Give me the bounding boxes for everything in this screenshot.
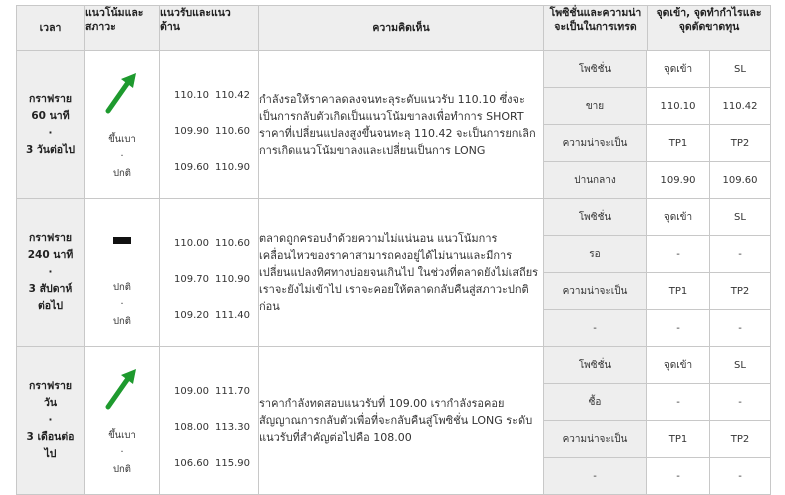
support-resistance-cell	[160, 51, 259, 199]
arrow-up-right-icon	[105, 71, 139, 115]
sr-pair	[160, 237, 258, 251]
grid-cell: -	[710, 384, 771, 421]
timeframe-horizon: ต่อไป	[37, 300, 64, 312]
grid-cell: -	[544, 310, 647, 347]
grid-cell: -	[710, 236, 771, 273]
arrow-up-right-icon	[105, 367, 139, 411]
grid-cell: -	[544, 458, 647, 495]
header-trend-line2: สภาวะ	[85, 21, 116, 33]
resistance-level: 111.40	[215, 309, 250, 321]
sr-pair	[160, 385, 258, 399]
flat-dash-icon	[105, 219, 139, 263]
trend-strength: ขึ้นเบา	[108, 430, 136, 441]
sr-pair	[160, 273, 258, 287]
grid-cell: โพซิชั่น	[544, 347, 647, 384]
resistance-level: 110.42	[215, 89, 250, 101]
support-level: 109.00	[174, 385, 209, 397]
comment-cell: กำลังรอให้ราคาลดลงจนทะลุระดับแนวรับ 110.10 ซึ่งจะเป็นการกลับตัวเกิดเป็นแนวโน้มขาลงเพื่อทำการ SHORT ราคาที่เปลี่ยนแปลงสูงขึ้นจนทะลุ 110.42 จะเป็นการยกเลิกการเกิดแนวโน้มขาลงและเปลี่ยนเป็นการ LONG	[259, 51, 544, 199]
timeframe-label: กราฟราย	[28, 380, 72, 392]
support-level: 109.90	[174, 125, 209, 137]
trend-strength: ขึ้นเบา	[108, 134, 136, 145]
grid-cell: TP1	[647, 421, 710, 458]
support-resistance-cell	[160, 199, 259, 347]
grid-cell: ขาย	[544, 88, 647, 125]
trend-condition: ปกติ	[113, 168, 131, 179]
timeframe-label: กราฟราย	[28, 92, 72, 105]
trend-cell	[85, 51, 160, 199]
header-trend	[85, 6, 160, 51]
timeframe-label: 240 นาที	[27, 249, 74, 261]
support-resistance-cell	[160, 347, 259, 495]
grid-cell: ความน่าจะเป็น	[544, 421, 647, 458]
timeframe-horizon: 3 สัปดาห์	[28, 283, 73, 295]
grid-cell: จุดเข้า	[647, 347, 710, 384]
timeframe-row-daily	[17, 347, 771, 495]
grid-cell: -	[647, 310, 710, 347]
timeframe-cell	[17, 347, 85, 495]
comment-cell: ราคากำลังทดสอบแนวรับที่ 109.00 เรากำลังรอคอยสัญญาณการกลับตัวเพื่อที่จะกลับคืนสู่โพซิชั่น LONG ระดับแนวรับที่สำคัญต่อไปคือ 108.00	[259, 347, 544, 495]
grid-cell: ซื้อ	[544, 384, 647, 421]
support-level: 108.00	[174, 421, 209, 433]
trend-separator: ·	[120, 151, 124, 162]
header-position-line1: โพซิชั่นและความน่า	[549, 7, 642, 19]
position-grid-cell	[544, 347, 771, 495]
timeframe-row-60min	[17, 51, 771, 199]
grid-cell: รอ	[544, 236, 647, 273]
grid-cell: ความน่าจะเป็น	[544, 273, 647, 310]
resistance-level: 110.60	[215, 237, 250, 249]
grid-cell: TP1	[647, 273, 710, 310]
support-level: 110.00	[174, 237, 209, 249]
grid-cell: 110.10	[647, 88, 710, 125]
position-grid-cell	[544, 199, 771, 347]
sr-pair	[160, 89, 258, 103]
support-level: 110.10	[174, 89, 209, 101]
timeframe-label: 60 นาที	[31, 109, 70, 122]
resistance-level: 110.90	[215, 161, 250, 173]
support-level: 109.60	[174, 161, 209, 173]
comment-cell: ตลาดถูกครอบงำด้วยความไม่แน่นอน แนวโน้มการเคลื่อนไหวของราคาสามารถคงอยู่ได้ไม่นานและมีการเปลี่ยนแปลงทิศทางบ่อยจนเกินไป ในช่วงที่ตลาดยังไม่เสถียรเราจะยังไม่เข้าไป เราจะคอยให้ตลาดกลับคืนสู่สภาวะปกติก่อน	[259, 199, 544, 347]
header-sr-line1: แนวรับและแนว	[160, 7, 231, 19]
trend-cell	[85, 199, 160, 347]
trend-condition: ปกติ	[113, 464, 131, 475]
trend-strength: ปกติ	[113, 282, 131, 293]
sr-pair	[160, 125, 258, 139]
trend-separator: ·	[120, 447, 124, 458]
grid-cell: ปานกลาง	[544, 162, 647, 199]
header-time: เวลา	[17, 6, 85, 51]
grid-cell: โพซิชั่น	[544, 51, 647, 88]
position-grid-cell	[544, 51, 771, 199]
header-row	[17, 6, 771, 51]
resistance-level: 115.90	[215, 457, 250, 469]
position-grid	[544, 347, 770, 494]
trend-separator: ·	[120, 299, 124, 310]
support-level: 106.60	[174, 457, 209, 469]
timeframe-label: กราฟราย	[28, 232, 72, 244]
timeframe-separator: ·	[48, 414, 53, 426]
header-position-line2: จะเป็นในการเทรด	[554, 21, 637, 33]
grid-cell: จุดเข้า	[647, 199, 710, 236]
header-entry-line1: จุดเข้า, จุดทำกำไรและ	[656, 7, 762, 19]
timeframe-horizon: 3 เดือนต่อ	[26, 431, 75, 443]
header-entry-line2: จุดตัดขาดทุน	[678, 21, 740, 33]
grid-cell: -	[710, 310, 771, 347]
grid-cell: 110.42	[710, 88, 771, 125]
grid-cell: -	[647, 236, 710, 273]
position-grid	[544, 199, 770, 346]
grid-cell: 109.60	[710, 162, 771, 199]
grid-cell: จุดเข้า	[647, 51, 710, 88]
grid-cell: TP2	[710, 125, 771, 162]
grid-cell: -	[710, 458, 771, 495]
timeframe-cell	[17, 199, 85, 347]
resistance-level: 110.60	[215, 125, 250, 137]
timeframe-cell	[17, 51, 85, 199]
resistance-level: 110.90	[215, 273, 250, 285]
grid-cell: ความน่าจะเป็น	[544, 125, 647, 162]
trend-cell	[85, 347, 160, 495]
timeframe-separator: ·	[48, 126, 53, 139]
timeframe-horizon: 3 วันต่อไป	[25, 143, 76, 156]
header-sr-line2: ต้าน	[160, 21, 180, 33]
grid-cell: -	[647, 458, 710, 495]
grid-cell: SL	[710, 51, 771, 88]
grid-cell: SL	[710, 347, 771, 384]
grid-cell: 109.90	[647, 162, 710, 199]
trend-condition: ปกติ	[113, 316, 131, 327]
grid-cell: SL	[710, 199, 771, 236]
header-comment: ความคิดเห็น	[259, 6, 544, 51]
resistance-level: 111.70	[215, 385, 250, 397]
sr-pair	[160, 309, 258, 323]
timeframe-separator: ·	[48, 266, 53, 278]
header-support-resistance	[160, 6, 259, 51]
grid-cell: TP1	[647, 125, 710, 162]
header-position	[544, 6, 648, 51]
grid-cell: TP2	[710, 421, 771, 458]
support-level: 109.20	[174, 309, 209, 321]
sr-pair	[160, 161, 258, 175]
timeframe-horizon: ไป	[44, 448, 57, 460]
position-grid	[544, 51, 770, 198]
trading-table	[16, 5, 771, 495]
timeframe-row-240min	[17, 199, 771, 347]
timeframe-label: วัน	[43, 397, 58, 409]
grid-cell: โพซิชั่น	[544, 199, 647, 236]
sr-pair	[160, 457, 258, 471]
header-trend-line1: แนวโน้มและ	[85, 7, 144, 19]
resistance-level: 113.30	[215, 421, 250, 433]
header-entry-tp-sl	[648, 6, 771, 51]
grid-cell: TP2	[710, 273, 771, 310]
grid-cell: -	[647, 384, 710, 421]
sr-pair	[160, 421, 258, 435]
support-level: 109.70	[174, 273, 209, 285]
